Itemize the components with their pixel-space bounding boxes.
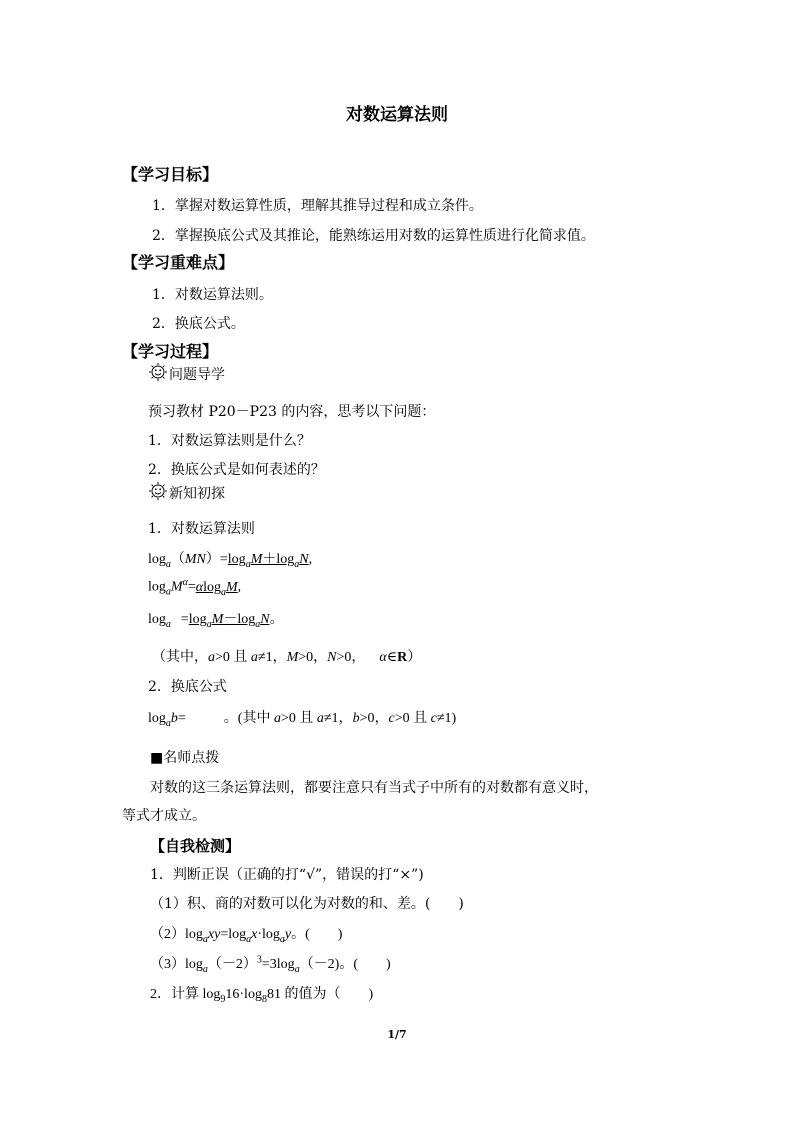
formula-text: 。( ) (291, 927, 343, 942)
guide-heading (148, 362, 225, 384)
formula-text: log (188, 612, 207, 627)
goal-item-number: 1． (152, 198, 175, 214)
formula-text: xy (207, 927, 221, 942)
formula-text: 计算 log (171, 987, 221, 1002)
goal-item-number: 2． (152, 228, 175, 244)
formula-text: （2）log (150, 927, 203, 942)
guide-heading-text: 问题导学 (169, 367, 225, 383)
keypoint-item-2 (152, 313, 245, 333)
formula-text: , (237, 579, 242, 595)
formula-text: a (165, 558, 171, 570)
goal-item-text: 掌握对数运算性质，理解其推导过程和成立条件。 (174, 198, 483, 214)
section-heading-goals: 【学习目标】 (122, 165, 219, 184)
question-text: 对数运算法则是什么？ (170, 433, 311, 449)
tips-line-2: 等式才成立。 (122, 808, 206, 824)
formula-text: ＋log (262, 552, 295, 567)
question-text: 换底公式是如何表述的？ (170, 462, 325, 478)
formula-text: a (208, 650, 215, 665)
question-text: 判断正误（正确的打“√”，错误的打“×”) (172, 867, 424, 883)
formula-text: M (211, 612, 224, 627)
formula-text: = (187, 579, 196, 595)
formula-text: log (203, 579, 221, 595)
formula-product-rule (148, 548, 312, 570)
formula-text: α (182, 577, 188, 588)
formula-text: a (255, 618, 261, 630)
formula-text: a (165, 618, 171, 630)
newknow-heading-text: 新知初探 (169, 486, 225, 502)
goal-item-text: 掌握换底公式及其推论，能熟练运用对数的运算性质进行化简求值。 (174, 228, 595, 244)
formula-text: ≠1) (436, 711, 457, 726)
question-number: 1． (148, 433, 171, 449)
tips-line-1: 对数的这三条运算法则，都要注意只有当式子中所有的对数都有意义时， (150, 780, 598, 796)
formula-text: log (148, 711, 166, 726)
formula-text: ∈ (386, 650, 398, 665)
formula-text: ≠1， (323, 711, 353, 726)
formula-text: 。 (269, 612, 284, 627)
newknow-item-1 (148, 518, 255, 538)
formula-text: ） (407, 650, 422, 665)
section-heading-selftest: 【自我检测】 (150, 837, 241, 855)
guide-question-1 (148, 430, 311, 450)
formula-text: log (148, 612, 166, 627)
smiley-sun-icon (148, 481, 168, 501)
formula-text: >0 且 (280, 711, 317, 726)
smiley-sun-icon (148, 362, 168, 382)
formula-text: M (286, 650, 299, 665)
question-number: 1． (150, 867, 173, 883)
formula-answer (227, 552, 309, 570)
formula-text: （－2)。( ) (299, 957, 391, 972)
formula-text: >0， (298, 650, 328, 665)
formula-text: 9 (220, 993, 226, 1005)
formula-text: a (245, 558, 251, 570)
formula-text: log (148, 552, 166, 567)
question-number: 2． (148, 462, 171, 478)
formula-text: M (225, 579, 238, 595)
formula-text: a (294, 558, 300, 570)
formula-text: y (284, 927, 292, 942)
keypoint-item-number: 2． (152, 316, 175, 332)
formula-text: = (180, 612, 189, 627)
formula-text: 8 (261, 993, 267, 1005)
selftest-sub-2 (150, 923, 342, 945)
formula-text: （ (170, 552, 185, 567)
formula-text: a (246, 933, 252, 945)
formula-answer (195, 579, 238, 598)
section-heading-process: 【学习过程】 (122, 342, 219, 361)
formula-text: a (316, 711, 324, 726)
selftest-question-2 (150, 983, 373, 1005)
formula-conditions (152, 646, 421, 666)
newknow-heading (148, 481, 225, 503)
formula-text: （其中， (152, 650, 208, 665)
formula-text: >0， (359, 711, 389, 726)
tips-heading: ■名师点拨 (150, 750, 220, 766)
formula-text: a (279, 933, 285, 945)
keypoint-item-text: 换底公式。 (174, 316, 245, 332)
formula-text: a (294, 963, 300, 975)
formula-text: =log (220, 927, 247, 942)
formula-text: a (202, 963, 208, 975)
formula-text: 81 的值为（ ) (266, 987, 374, 1002)
formula-text: a (165, 717, 171, 729)
formula-text: , (308, 552, 313, 567)
goal-item-1 (152, 195, 483, 215)
formula-text: N (327, 650, 337, 665)
formula-text: a (206, 618, 212, 630)
formula-text: =3log (261, 957, 295, 972)
formula-text: 16·log (225, 987, 262, 1002)
item-text: 对数运算法则 (170, 521, 255, 537)
formula-quotient-rule (148, 608, 284, 630)
guide-intro: 预习教材 P20－P23 的内容，思考以下问题： (148, 404, 436, 420)
formula-answer (188, 612, 270, 630)
formula-text: a (202, 933, 208, 945)
formula-text: M (250, 552, 263, 567)
formula-text: b (352, 711, 360, 726)
formula-text: a (273, 711, 281, 726)
item-text: 换底公式 (170, 679, 227, 695)
selftest-sub-3 (150, 953, 391, 975)
formula-text: R (397, 650, 408, 665)
formula-power-rule (148, 577, 241, 597)
formula-text: M (170, 579, 183, 595)
formula-text: >0 且 (394, 711, 431, 726)
formula-text: N (299, 552, 309, 567)
formula-text: log (148, 579, 166, 595)
formula-text: ）= (205, 552, 228, 567)
item-number: 1． (148, 521, 171, 537)
formula-text: （3）log (150, 957, 203, 972)
formula-text: N (260, 612, 270, 627)
formula-text: a (220, 586, 226, 598)
formula-text: x (251, 927, 258, 942)
formula-text: b (170, 711, 178, 726)
formula-text: 3 (256, 954, 262, 966)
goal-item-2 (152, 225, 595, 245)
guide-question-2 (148, 459, 325, 479)
formula-change-of-base (148, 707, 456, 729)
formula-text: （－2） (207, 957, 257, 972)
keypoint-item-text: 对数运算法则。 (174, 287, 273, 303)
selftest-question-1 (150, 864, 424, 884)
selftest-sub-1: （1）积、商的对数可以化为对数的和、差。( ) (150, 896, 464, 912)
formula-text: log (227, 552, 246, 567)
formula-text: MN (184, 552, 206, 567)
keypoint-item-1 (152, 284, 273, 304)
page-title: 对数运算法则 (346, 105, 448, 125)
formula-text: a (250, 650, 258, 665)
page-number: 1/7 (387, 1028, 407, 1041)
newknow-item-2 (148, 676, 227, 696)
formula-text: α (195, 579, 204, 595)
formula-text: = (177, 711, 186, 726)
formula-text: c (388, 711, 395, 726)
formula-text: c (430, 711, 437, 726)
formula-text: α (379, 650, 387, 665)
item-number: 2． (148, 679, 171, 695)
formula-text: a (165, 586, 171, 598)
keypoint-item-number: 1． (152, 287, 175, 303)
formula-text: 。(其中 (223, 711, 274, 726)
section-heading-keypoints: 【学习重难点】 (122, 253, 235, 272)
formula-text: ≠1， (257, 650, 287, 665)
formula-text: ·log (257, 927, 280, 942)
formula-text: >0， (336, 650, 366, 665)
formula-text: >0 且 (215, 650, 251, 665)
question-number: 2． (150, 987, 171, 1002)
formula-text: －log (223, 612, 256, 627)
